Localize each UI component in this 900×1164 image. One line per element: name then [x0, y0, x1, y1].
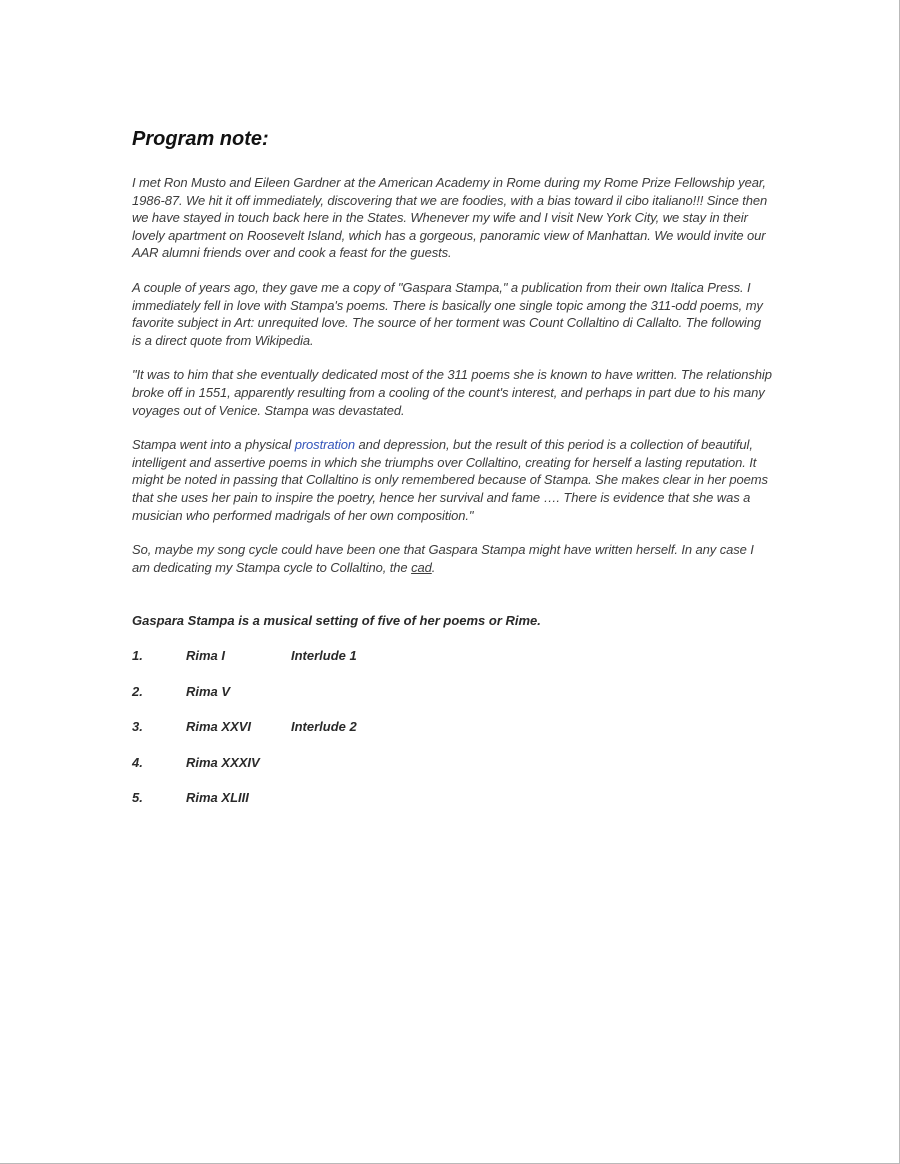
paragraph-text: Stampa went into a physical: [132, 437, 295, 453]
setting-title: Gaspara Stampa is a musical setting of five of her poems or Rime.: [132, 613, 541, 629]
rima-title: Rima XLIII: [186, 790, 249, 806]
item-number: 5.: [132, 790, 143, 806]
page-title: Program note:: [132, 128, 269, 150]
item-number: 1.: [132, 648, 143, 664]
paragraph-quote-continued: [132, 436, 772, 524]
paragraph-text: and depression, but the result of this period is a collection of beautiful, intelligent and assertive poems in which she triumphs over Collaltino, creating for herself a lasting reputation. It might be noted in passing that Collaltino is only remembered because of Stampa. She makes clear in her poems that she uses her pain to inspire the poetry, hence her survival and fame …. There is evidence that she was a musician who performed madrigals of her own composition.": [132, 437, 768, 523]
paragraph-quote: "It was to him that she eventually dedicated most of the 311 poems she is known to have written. The relationship broke off in 1551, apparently resulting from a cooling of the count's interest, and perhaps in part due to his many voyages out of Venice. Stampa was devastated.: [132, 367, 772, 418]
rima-title: Rima I: [186, 648, 226, 664]
paragraph-text: .: [431, 559, 436, 575]
item-number: 4.: [132, 754, 143, 770]
paragraph-dedication: [132, 541, 772, 576]
prostration-link[interactable]: prostration: [294, 437, 356, 453]
list-item: [132, 683, 772, 719]
interlude-title: Interlude 1: [291, 648, 357, 664]
list-item: [132, 789, 772, 825]
paragraph-text: So, maybe my song cycle could have been one that Gaspara Stampa might have written herself. In any case I am dedicating my Stampa cycle to Collaltino, the: [132, 542, 754, 575]
rima-title: Rima XXVI: [186, 719, 252, 735]
item-number: 3.: [132, 719, 143, 735]
paragraph-intro: I met Ron Musto and Eileen Gardner at the American Academy in Rome during my Rome Prize Fellowship year, 1986-87. We hit it off immediately, discovering that we are foodies, with a bias toward il cibo italiano!!! Since then we have stayed in touch back here in the States. Whenever my wife and I visit New York City, we stay in their lovely apartment on Roosevelt Island, which has a gorgeous, panoramic view of Manhattan. We would invite our AAR alumni friends over and cook a feast for the guests.: [132, 175, 768, 261]
paragraph-gift: A couple of years ago, they gave me a copy of "Gaspara Stampa," a publication from their own Italica Press. I immediately fell in love with Stampa's poems. There is basically one single topic among the 311-odd poems, my favorite subject in Art: unrequited love. The source of her torment was Count Collaltino di Callalto. The following is a direct quote from Wikipedia.: [132, 279, 763, 348]
document-content: [132, 127, 772, 825]
list-item: [132, 754, 772, 790]
list-item: [132, 647, 772, 683]
interlude-title: Interlude 2: [291, 719, 357, 735]
item-number: 2.: [132, 683, 143, 699]
rima-title: Rima XXXIV: [186, 754, 260, 770]
list-item: [132, 718, 772, 754]
underlined-word: cad: [411, 559, 432, 575]
work-list: [132, 647, 772, 825]
rima-title: Rima V: [186, 683, 231, 699]
